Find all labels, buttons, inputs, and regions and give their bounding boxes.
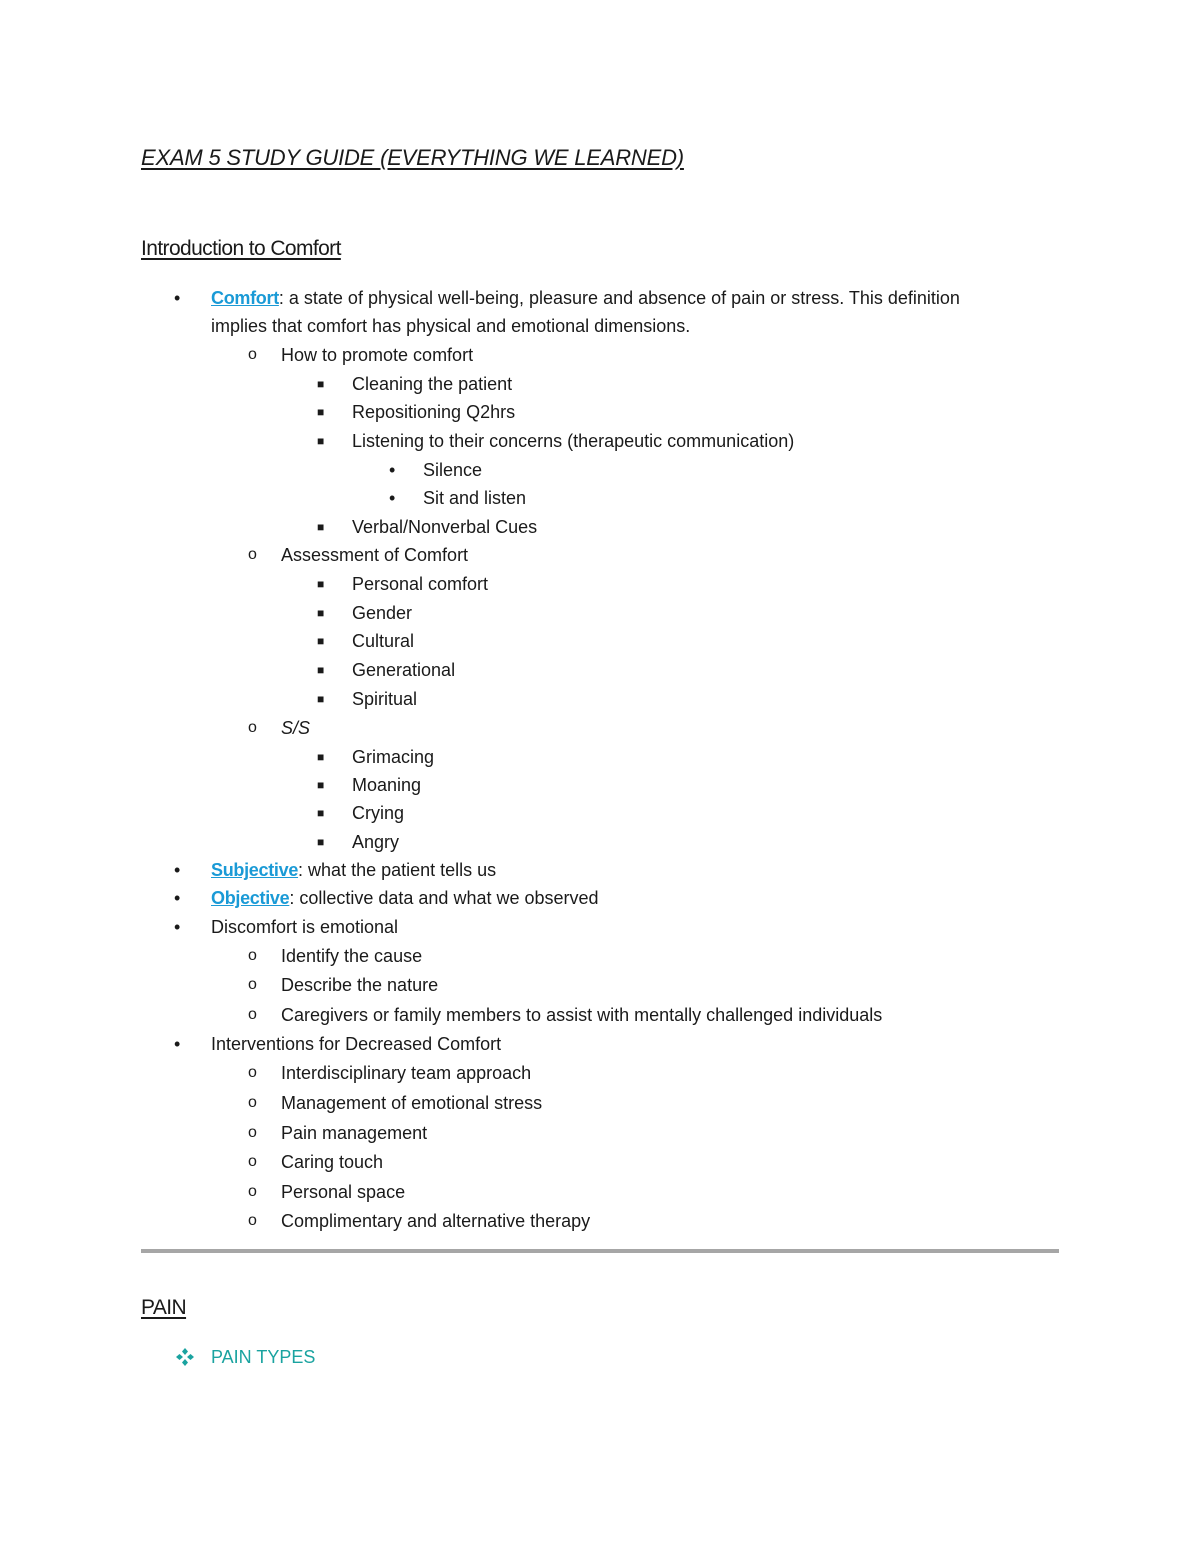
list-item-comfort xyxy=(211,286,960,310)
list-item: Gender xyxy=(352,603,413,623)
comfort-definition-line2: implies that comfort has physical and emotional dimensions. xyxy=(211,316,691,336)
list-item: Moaning xyxy=(352,775,422,795)
square-bullet-icon: ■ xyxy=(317,634,325,648)
hollow-o-bullet-icon: o xyxy=(248,947,257,964)
hollow-o-bullet-icon: o xyxy=(248,1212,257,1229)
filled-bullet-icon: • xyxy=(174,1034,181,1054)
horizontal-divider xyxy=(141,1249,1059,1253)
filled-bullet-icon: • xyxy=(389,488,396,508)
hollow-o-bullet-icon: o xyxy=(248,1064,257,1081)
list-item: Crying xyxy=(352,803,405,823)
document-title: EXAM 5 STUDY GUIDE (EVERYTHING WE LEARNED) xyxy=(141,145,684,170)
subjective-definition: : what the patient tells us xyxy=(298,860,497,880)
objective-definition: : collective data and what we observed xyxy=(289,888,599,908)
hollow-o-bullet-icon: o xyxy=(248,546,257,563)
list-item: Personal space xyxy=(281,1182,406,1202)
list-item: Angry xyxy=(352,832,400,852)
list-item: Verbal/Nonverbal Cues xyxy=(352,517,538,537)
list-item: Management of emotional stress xyxy=(281,1093,543,1113)
section-heading-introduction-to-comfort: Introduction to Comfort xyxy=(141,237,341,260)
square-bullet-icon: ■ xyxy=(317,577,325,591)
list-item: Grimacing xyxy=(352,747,435,767)
list-item-interventions: Interventions for Decreased Comfort xyxy=(211,1034,502,1054)
hollow-o-bullet-icon: o xyxy=(248,346,257,363)
hollow-o-bullet-icon: o xyxy=(248,1124,257,1141)
term-comfort: Comfort xyxy=(211,288,279,308)
list-item: Complimentary and alternative therapy xyxy=(281,1211,591,1231)
hollow-o-bullet-icon: o xyxy=(248,976,257,993)
list-item: Repositioning Q2hrs xyxy=(352,402,516,422)
section-heading-pain: PAIN xyxy=(141,1296,187,1319)
list-item-subjective xyxy=(211,858,496,882)
list-item: Cultural xyxy=(352,631,415,651)
list-item: Pain management xyxy=(281,1123,428,1143)
list-item: Spiritual xyxy=(352,689,418,709)
comfort-definition-line1: : a state of physical well-being, pleasure and absence of pain or stress. This definition xyxy=(278,288,960,308)
list-item: Personal comfort xyxy=(352,574,489,594)
hollow-o-bullet-icon: o xyxy=(248,1153,257,1170)
filled-bullet-icon: • xyxy=(389,460,396,480)
square-bullet-icon: ■ xyxy=(317,692,325,706)
square-bullet-icon: ■ xyxy=(317,405,325,419)
square-bullet-icon: ■ xyxy=(317,377,325,391)
filled-bullet-icon: • xyxy=(174,860,181,880)
square-bullet-icon: ■ xyxy=(317,663,325,677)
square-bullet-icon: ■ xyxy=(317,750,325,764)
list-item-signs-symptoms: S/S xyxy=(281,718,311,738)
list-item-assessment-of-comfort: Assessment of Comfort xyxy=(281,545,469,565)
list-item: Listening to their concerns (therapeutic communication) xyxy=(352,431,795,451)
list-item: Generational xyxy=(352,660,456,680)
square-bullet-icon: ■ xyxy=(317,606,325,620)
hollow-o-bullet-icon: o xyxy=(248,1183,257,1200)
list-item-objective xyxy=(211,886,599,910)
list-item: Interdisciplinary team approach xyxy=(281,1063,532,1083)
list-item: Silence xyxy=(423,460,483,480)
filled-bullet-icon: • xyxy=(174,917,181,937)
square-bullet-icon: ■ xyxy=(317,778,325,792)
filled-bullet-icon: • xyxy=(174,888,181,908)
hollow-o-bullet-icon: o xyxy=(248,1006,257,1023)
list-item: Cleaning the patient xyxy=(352,374,513,394)
list-item: Caring touch xyxy=(281,1152,384,1172)
square-bullet-icon: ■ xyxy=(317,806,325,820)
square-bullet-icon: ■ xyxy=(317,835,325,849)
list-item: Identify the cause xyxy=(281,946,423,966)
list-item-promote-comfort: How to promote comfort xyxy=(281,345,474,365)
term-objective: Objective xyxy=(211,888,290,908)
filled-bullet-icon: • xyxy=(174,288,181,308)
pain-types-label: PAIN TYPES xyxy=(211,1347,316,1367)
list-item: Describe the nature xyxy=(281,975,439,995)
four-diamond-icon xyxy=(175,1347,195,1367)
hollow-o-bullet-icon: o xyxy=(248,719,257,736)
square-bullet-icon: ■ xyxy=(317,520,325,534)
term-subjective: Subjective xyxy=(211,860,299,880)
square-bullet-icon: ■ xyxy=(317,434,325,448)
list-item: Sit and listen xyxy=(423,488,527,508)
list-item: Caregivers or family members to assist with mentally challenged individuals xyxy=(281,1005,883,1025)
hollow-o-bullet-icon: o xyxy=(248,1094,257,1111)
list-item-discomfort: Discomfort is emotional xyxy=(211,917,399,937)
